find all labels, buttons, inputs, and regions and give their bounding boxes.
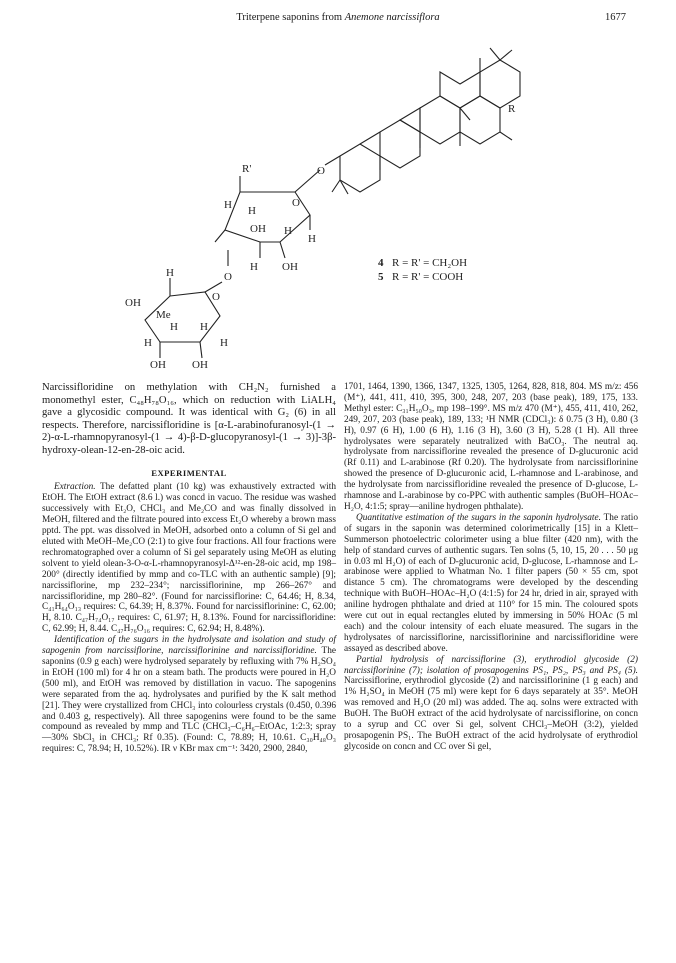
identification-text: The saponins (0.9 g each) were hydrolysed separately by refluxing with 7% H₂SO₄ in EtOH (100 ml) for 4 hr on a steam bath. The products were poured in H₂O (500 ml), and EtOH was removed by distillation in vacuo. The sapogenins were separated from the aq. hydrolysates and purified by the K salt method [21]. They were crystallized from CHCl₃ into colourless crystals (0.450, 0.396 and 0.403 g, respectively). All three sapogenins were found to be the same compound as revealed by mmp and TLC (CHCl₃–C₆H₆–EtOAc, 1:2:3; spray—30% SbCl₃ in CHCl₃; Rf 0.35). (Found: C, 78.89; H, 10.61. C₃₀H₄₈O₃ requires: C, 78.94; H, 10.52%). IR ν KBr max cm⁻¹: 3420, 2900, 2840,: [42, 646, 336, 755]
label-oh-upper-2: OH: [282, 261, 298, 273]
label-rprime: R': [242, 163, 252, 175]
label-h-lower-2: H: [170, 321, 178, 333]
label-oh-upper: OH: [250, 223, 266, 235]
running-title-text: Triterpene saponins from: [236, 12, 345, 23]
sugar-upper: [215, 170, 320, 258]
compound-5-number: 5: [378, 271, 384, 283]
extraction-paragraph: [42, 482, 336, 635]
compound-5-definition: R = R' = COOH: [392, 271, 464, 283]
label-h-lower-4: H: [144, 337, 152, 349]
label-h-upper-5: H: [250, 261, 258, 273]
label-h-upper-4: H: [308, 233, 316, 245]
running-title-species: Anemone narcissiflora: [344, 12, 440, 23]
label-oh-lower-3: OH: [192, 359, 208, 370]
quantitative-text: The ratio of sugars in the saponin was determined colorimetrically [15] in a Klett–Summerson photoelectric colorimeter using a blue filter (420 nm), with the help of standard curves of authentic sugars. Ten solns (5, 10, 15, 20 . . . 50 μg in 0.03 ml H₂O) of each of D-glucuronic acid, D-glucose, L-rhamnose and L-arabinose were applied to Whatman No. 1 filter papers (50 × 55 cm, spot distance 5 cm). The chromatograms were developed by the descending technique with BuOH–HOAc–H₂O (4:1:5) for 24 hr, dried in air, sprayed with aniline hydrogen phthalate and dried at 110° for 15 min. The coloured spots were cut out in equal rectangles eluted by immersing in 50% HOAc (5 ml each) and the colour intensity of each eluate measured. The sugars in the hydrolysates of narcissiflorine, narcissiflorinine and narcissifloridine were assayed as described above.: [344, 512, 638, 654]
chemical-structure-drawing: [120, 30, 560, 370]
partial-hydrolysis-paragraph: [344, 655, 638, 753]
page-number: 1677: [605, 12, 626, 23]
label-oh-lower-2: OH: [150, 359, 166, 370]
structure-figure: [120, 30, 560, 370]
triterpene-skeleton: [325, 48, 520, 194]
identification-paragraph: [42, 635, 336, 755]
label-r: R: [508, 103, 516, 115]
partial-hydrolysis-text: Narcissiflorine, erythrodiol glycoside (2) and narcissiflorinine (1 g each) and 1% H₂SO₄ in MeOH (75 ml) were kept for 6 days separately at 35°. MeOH was removed and H₂O (20 ml) was added. The aq. solns were extracted with BuOH. The BuOH extract of the acid hydrolysate of narcissiflorine, on concn to a syrup and CC over Si gel, solvent CHCl₃–MeOH (3:2), yielded prosapogenin PS₁. The BuOH extract of the acid hydrolysate of erythrodiol glycoside on concn and CC over Si gel,: [344, 676, 638, 752]
label-h-lower-3: H: [200, 321, 208, 333]
label-h-upper-3: H: [284, 225, 292, 237]
running-header: [50, 12, 626, 26]
compound-4-number: 4: [378, 257, 384, 269]
narcissifloridine-paragraph: Narcissifloridine on methylation with CH₂N₂ furnished a monomethyl ester, C₄₈H₇₈O₁₆, which on reduction with LiALH₄ gave a glycosidic compound. It was identical with G₂ (6) in all respects. Therefore, narcissifloridine is [α-L-arabinofuranosyl-(1 → 2)-α-L-rhamnopyranosyl-(1 → 4)-β-D-glucopyranosyl-(1 → 3)]-3β-hydroxy-olean-12-en-28-oic acid.: [42, 382, 336, 456]
label-ring-o-lower: O: [212, 291, 220, 303]
left-column: [42, 382, 336, 755]
spectral-continuation-paragraph: 1701, 1464, 1390, 1366, 1347, 1325, 1305, 1264, 828, 818, 804. MS m/z: 456 (M⁺), 441, 411, 410, 395, 300, 248, 207, 203 (base peak), 189, 175, 133. Methyl ester: C₃₁H₅₀O₃, mp 198–199°. MS m/z 470 (M⁺), 455, 411, 410, 262, 249, 207, 203 (base peak), 189, 133; ¹H NMR (CDCl₃): δ 0.75 (3 H), 0.80 (3 H), 0.97 (6 H), 1.00 (6 H), 1.16 (3 H), 3.60 (3 H), 5.28 (1 H). All three hydrolysates were separately neutralized with BaCO₃. The neutral aq. hydrolysate from narcissiflorine revealed the presence of D-glucuronic acid (Rf 0.11) and L-arabinose (Rf 0.20). The hydrolysate from narcissiflorinine showed the presence of D-glucuronic acid, L-rhamnose and L-arabinose, and the hydrolysate from narcissifloridine revealed the presence of D-glucose, L-rhamnose and L-arabinose by co-PPC with authentic samples (BuOH–HOAc–H₂O, 4:1:5; spray—aniline hydrogen phthalate).: [344, 382, 638, 512]
extraction-label: Extraction.: [54, 482, 96, 493]
label-h-lower-5: H: [220, 337, 228, 349]
label-o-link: O: [224, 271, 232, 283]
extraction-text: The defatted plant (10 kg) was exhaustively extracted with EtOH. The EtOH extract (8.6 l.) was concd in vacuo. The residue was washed successively with Et₂O, CHCl₃ and Me₂CO and was finally dissolved in MeOH, filtered and the filtrate poured into excess Et₂O whereby a brown mass pptd. The ppt. was dissolved in MeOH, adsorbed onto a column of Si gel and eluted with MeOH–Me₂CO (2:1) to give four fractions. All four fractions were rechromatographed over a column of Si gel separately using MeOH as eluting solvent to yield olean-3-O-α-L-rhamnopyranosyl-Δ¹²-en-28-oic acid, mp 198–200° (directly identified by mmp and co-TLC with an authentic sample) [9]; narcissiflorine, mp 232–234°; narcissiflorinine, mp 266–267° and narcissifloridine, mp 280–82°. (Found for narcissiflorine: C, 64.46; H, 8.34, C₄₁H₆₄O₁₃ requires: C, 64.39; H, 8.37%. Found for narcissiflorinine: C, 62.00; H, 8.10. C₄₇H₇₄O₁₇ requires: C, 61.97; H, 8.13%. Found for narcissifloridine: C, 62.99; H, 8.44. C₄₇H₇₆O₁₆ requires: C, 62.94; H, 8.48%).: [42, 482, 336, 635]
label-oh-lower-1: OH: [125, 297, 141, 309]
label-h-upper-1: H: [224, 199, 232, 211]
label-me: Me: [156, 309, 171, 321]
right-column: [344, 382, 638, 753]
label-h-lower-1: H: [166, 267, 174, 279]
experimental-heading: EXPERIMENTAL: [151, 467, 227, 478]
label-h-upper-2: H: [248, 205, 256, 217]
identification-label: Identification of the sugars in the hydrolysate and isolation and study of sapogenin from narcissiflorine, narcissiflorinine and narcissifloridine.: [42, 635, 336, 657]
label-o-aglycone: O: [317, 165, 325, 177]
quantitative-label: Quantitative estimation of the sugars in the saponin hydrolysate.: [356, 512, 601, 523]
label-ring-o-upper: O: [292, 197, 300, 209]
partial-hydrolysis-label: Partial hydrolysis of narcissiflorine (3), erythrodiol glycoside (2) narcissiflorinine (7); isolation of prosapogenins PS₁, PS₂, PS₃ and PS₄ (5).: [344, 654, 638, 676]
running-title: [50, 12, 626, 23]
quantitative-paragraph: [344, 513, 638, 655]
compound-4-definition: R = R' = CH₂OH: [392, 257, 468, 269]
